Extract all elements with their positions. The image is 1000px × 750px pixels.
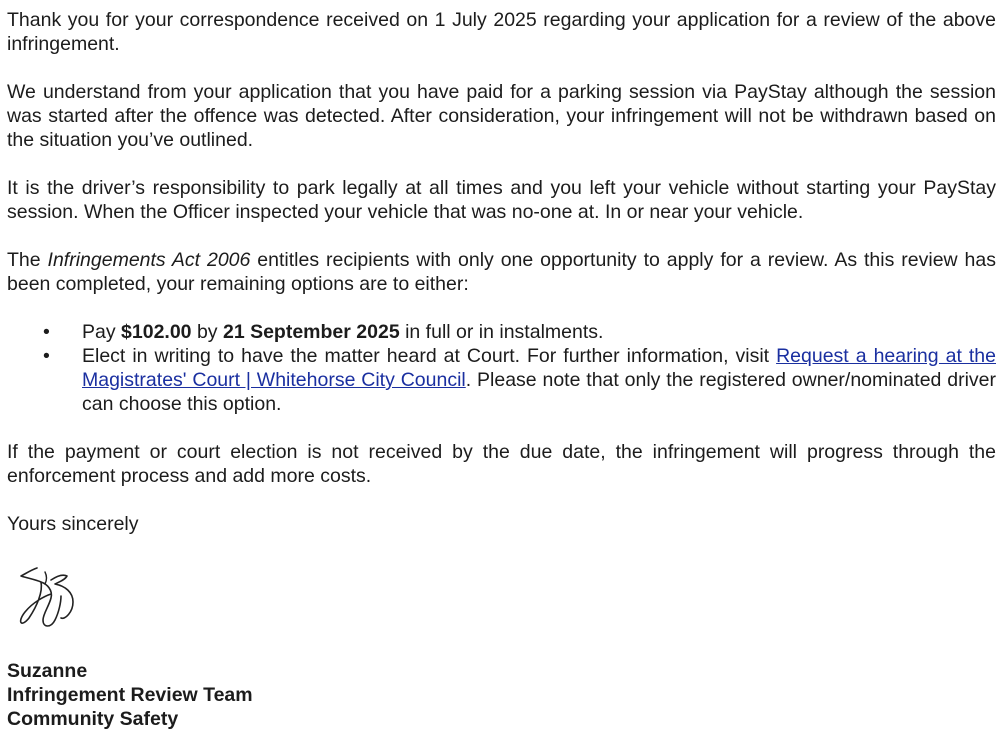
list-item-pay-option: [7, 320, 996, 344]
sign-off-block: [7, 659, 253, 731]
pay-text-post: in full or in instalments.: [399, 321, 604, 343]
payment-due-date: 21 September 2025: [222, 321, 400, 343]
court-text-post: . Please note that only the registered owner/nominated driver can choose this option.: [82, 369, 996, 415]
paragraph-review-options: [7, 248, 996, 296]
pay-text-mid: by: [191, 321, 223, 343]
letter-body: [7, 8, 996, 536]
paragraph-driver-responsibility: It is the driver’s responsibility to park legally at all times and you left your vehicle without starting your PayStay session. When the Officer inspected your vehicle that was no-one at. In or near your vehicle.: [7, 177, 996, 223]
act-name: Infringements Act 2006: [47, 249, 251, 271]
pay-text-pre: Pay: [82, 321, 122, 343]
request-hearing-link[interactable]: Request a hearing at the Magistrates' Court | Whitehorse City Council: [82, 345, 996, 391]
bullet-marker: •: [43, 345, 50, 367]
payment-amount: $102.00: [121, 321, 192, 343]
paragraph-acknowledgement: Thank you for your correspondence received on 1 July 2025 regarding your application for a review of the above infringement.: [7, 9, 996, 55]
signature-icon: [7, 562, 97, 634]
bullet-marker: •: [43, 321, 50, 343]
signatory-team: Infringement Review Team: [7, 684, 253, 706]
paragraph-enforcement-warning: If the payment or court election is not received by the due date, the infringement will progress through the enforcement process and add more costs.: [7, 441, 996, 487]
signatory-department: Community Safety: [7, 708, 179, 730]
paragraph-application-summary: We understand from your application that you have paid for a parking session via PayStay although the session was started after the offence was detected. After consideration, your infringement will not be withdrawn based on the situation you’ve outlined.: [7, 81, 996, 151]
act-outro-text: entitles recipients with only one opportunity to apply for a review. As this review has been completed, your remaining options are to either:: [7, 249, 996, 295]
signatory-name: Suzanne: [7, 660, 88, 682]
closing-salutation: Yours sincerely: [7, 513, 139, 535]
options-list: [7, 320, 996, 416]
list-item-court-option: [7, 344, 996, 416]
act-intro-text: The: [7, 249, 48, 271]
court-text-pre: Elect in writing to have the matter heard at Court. For further information, visit: [82, 345, 777, 367]
